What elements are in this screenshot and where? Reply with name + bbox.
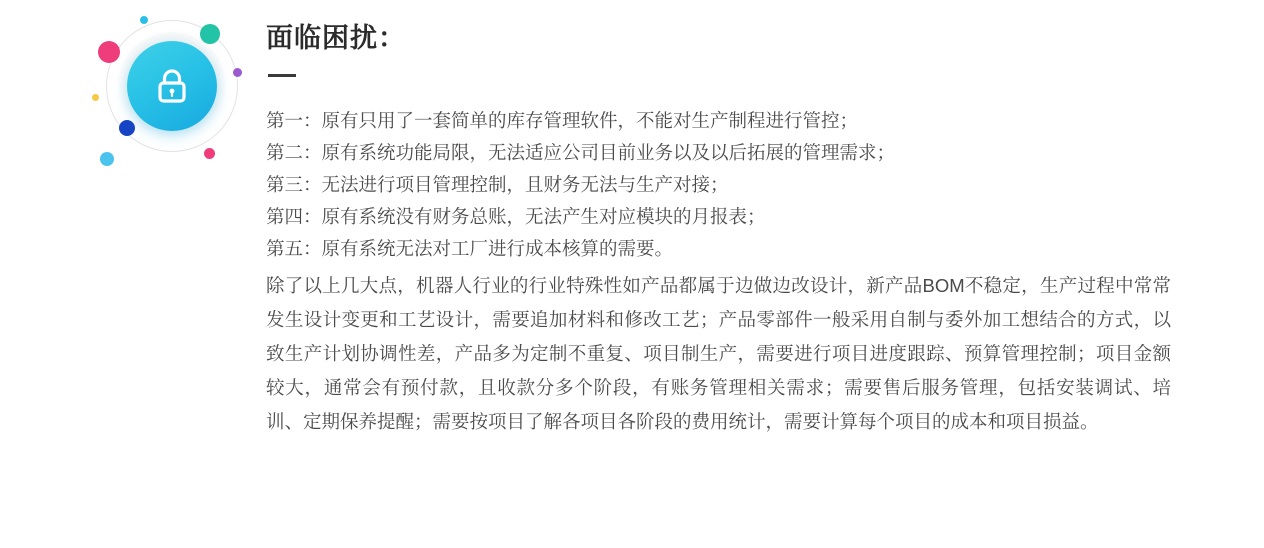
dot-pink-small-icon: [204, 148, 215, 159]
dot-teal-icon: [200, 24, 220, 44]
summary-paragraph: 除了以上几大点，机器人行业的行业特殊性如产品都属于边做边改设计，新产品BOM不稳定，生产过程中常常发生设计变更和工艺设计，需要追加材料和修改工艺；产品零部件一般采用自制与委外加工想结合的方式，以致生产计划协调性差，产品多为定制不重复、项目制生产，需要进行项目进度跟踪、预算管理控制；项目金额较大，通常会有预付款，且收款分多个阶段，有账务管理相关需求；需要售后服务管理，包括安装调试、培训、定期保养提醒；需要按项目了解各项目各阶段的费用统计，需要计算每个项目的成本和项目损益。: [266, 274, 1171, 432]
dot-purple-icon: [233, 68, 242, 77]
list-item: 第一：原有只用了一套简单的库存管理软件，不能对生产制程进行管控；: [266, 109, 859, 131]
dot-blue-dark-icon: [119, 120, 135, 136]
list-item: 第三：无法进行项目管理控制，且财务无法与生产对接；: [266, 173, 729, 195]
dot-yellow-icon: [92, 94, 99, 101]
lock-icon: [155, 67, 189, 105]
icon-cluster: [78, 8, 258, 188]
content-block: [266, 22, 1186, 439]
dot-cyan-small-icon: [140, 16, 148, 24]
title-underline: [268, 74, 296, 77]
list-item: 第二：原有系统功能局限，无法适应公司目前业务以及以后拓展的管理需求；: [266, 141, 896, 163]
list-item: 第四：原有系统没有财务总账，无法产生对应模块的月报表；: [266, 205, 766, 227]
issue-list: [266, 105, 1186, 265]
lock-badge: [127, 41, 217, 131]
list-item: 第五：原有系统无法对工厂进行成本核算的需要。: [266, 237, 674, 259]
dot-blue-light-icon: [100, 152, 114, 166]
dot-pink-large-icon: [98, 41, 120, 63]
page-title: 面临困扰：: [266, 23, 406, 53]
